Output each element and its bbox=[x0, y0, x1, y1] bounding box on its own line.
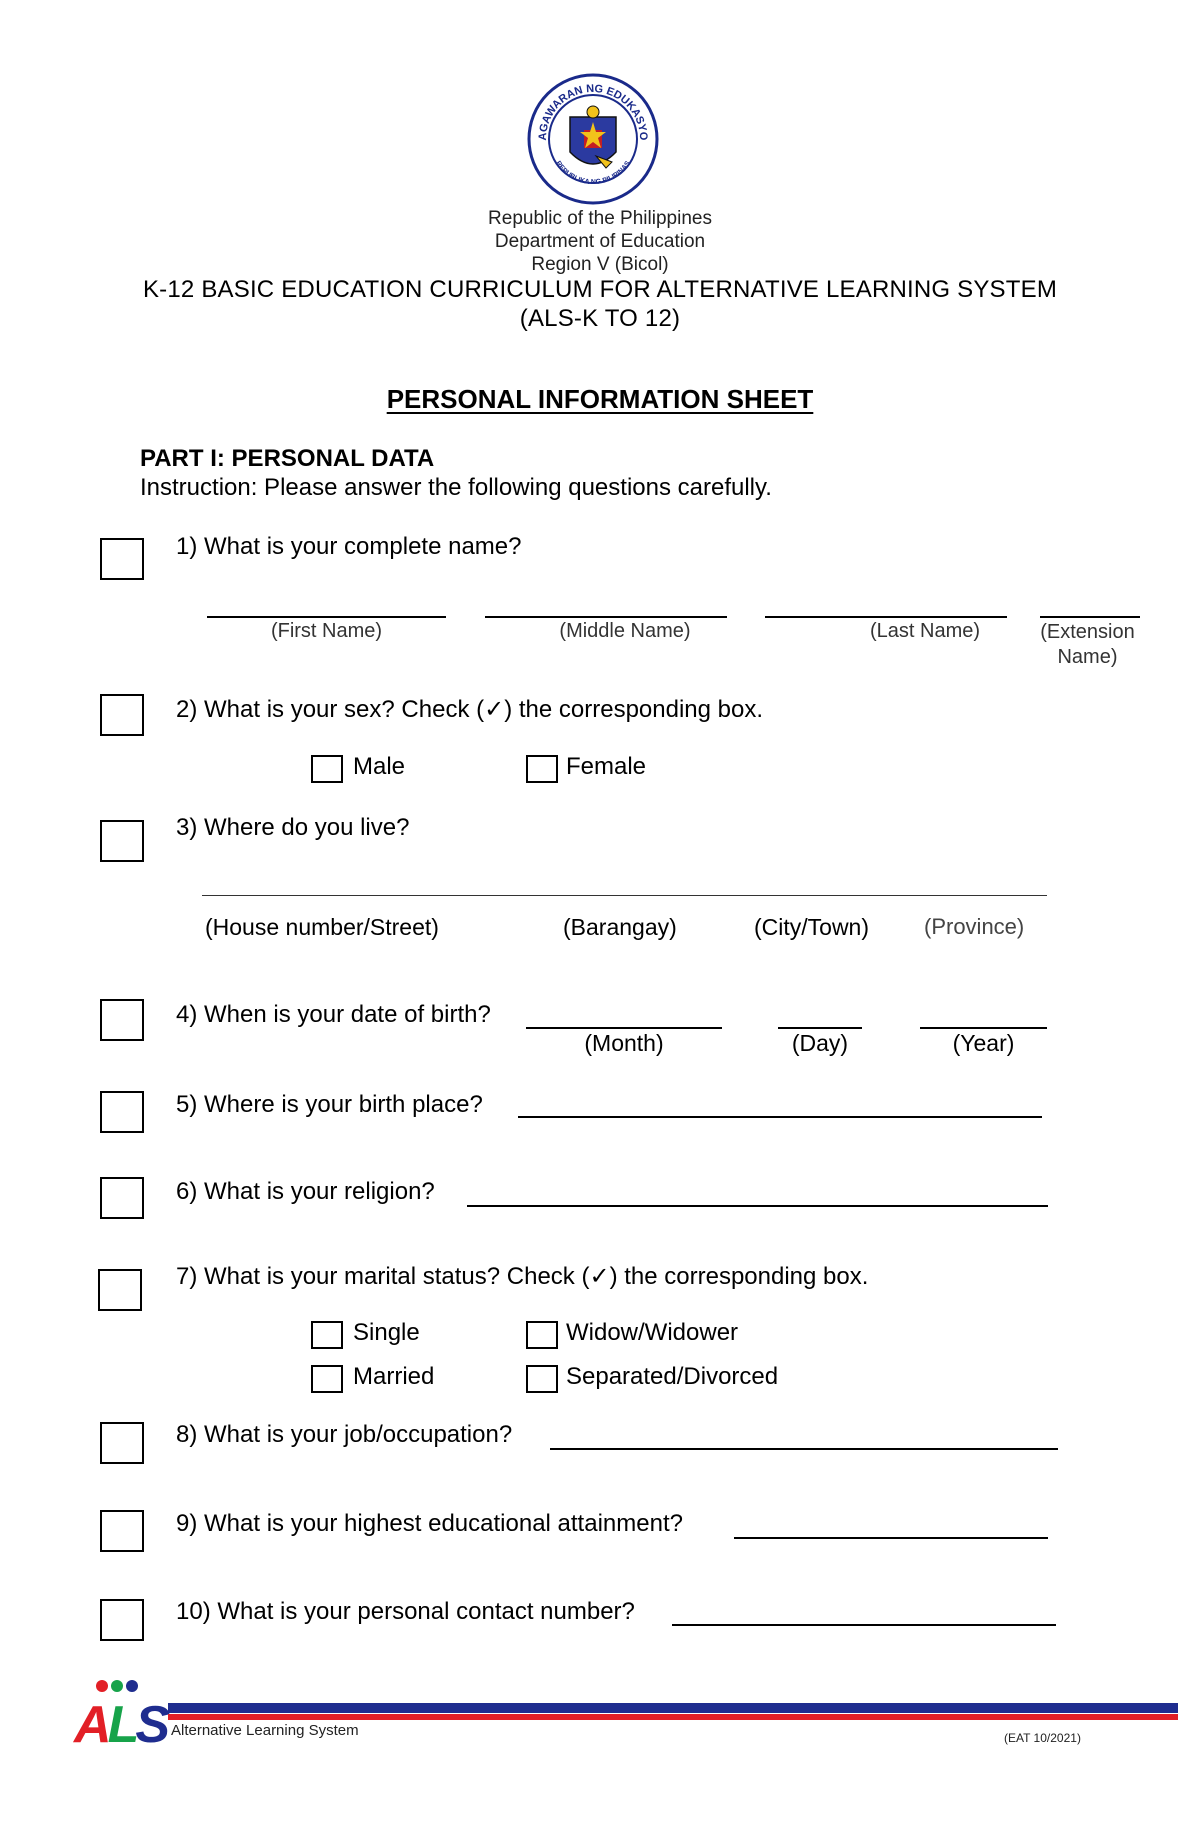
q3-text: 3) Where do you live? bbox=[176, 814, 410, 841]
q3-checkbox[interactable] bbox=[100, 820, 144, 862]
q6-checkbox[interactable] bbox=[100, 1177, 144, 1219]
q7-text: 7) What is your marital status? Check (✓) the corresponding box. bbox=[176, 1263, 869, 1290]
deped-seal bbox=[526, 72, 660, 206]
part-heading: PART I: PERSONAL DATA bbox=[140, 445, 435, 472]
seal-text-top: AGAWARAN NG EDUKASYO bbox=[536, 82, 650, 141]
q10-checkbox[interactable] bbox=[100, 1599, 144, 1641]
q10-text: 10) What is your personal contact number? bbox=[176, 1598, 635, 1625]
header-country: Republic of the Philippines bbox=[488, 208, 712, 229]
separated-divorced-checkbox[interactable] bbox=[526, 1365, 558, 1393]
day-label: (Day) bbox=[791, 1030, 849, 1056]
extension-name-label: (Extension Name) bbox=[1040, 621, 1135, 668]
als-logo-letter-s: S bbox=[135, 1696, 167, 1754]
middle-name-field[interactable] bbox=[485, 616, 727, 618]
q6-text: 6) What is your religion? bbox=[176, 1178, 435, 1205]
q1-text: 1) What is your complete name? bbox=[176, 533, 522, 560]
svg-text:ALS bbox=[72, 1696, 170, 1754]
last-name-label: (Last Name) bbox=[869, 620, 981, 642]
q9-text: 9) What is your highest educational attainment? bbox=[176, 1510, 683, 1537]
q8-checkbox[interactable] bbox=[100, 1422, 144, 1464]
education-field[interactable] bbox=[734, 1537, 1048, 1539]
q5-text: 5) Where is your birth place? bbox=[176, 1091, 483, 1118]
als-logo-letter-l: L bbox=[107, 1696, 136, 1754]
q1-checkbox[interactable] bbox=[100, 538, 144, 580]
header-department: Department of Education bbox=[494, 231, 706, 252]
header-region: Region V (Bicol) bbox=[531, 254, 669, 275]
first-name-field[interactable] bbox=[207, 616, 446, 618]
seal-text-bottom: REPUBLIKA NG PILIPINAS bbox=[554, 160, 632, 187]
footer-red-bar bbox=[168, 1714, 1178, 1720]
separated-divorced-label: Separated/Divorced bbox=[566, 1363, 779, 1390]
q7-checkbox[interactable] bbox=[98, 1269, 142, 1311]
als-logo bbox=[74, 1678, 167, 1754]
q5-checkbox[interactable] bbox=[100, 1091, 144, 1133]
widow-widower-checkbox[interactable] bbox=[526, 1321, 558, 1349]
last-name-field[interactable] bbox=[765, 616, 1007, 618]
footer-code: (EAT 10/2021) bbox=[1004, 1731, 1081, 1745]
q4-checkbox[interactable] bbox=[100, 999, 144, 1041]
province-label: (Province) bbox=[924, 914, 1025, 939]
male-label: Male bbox=[353, 753, 406, 780]
religion-field[interactable] bbox=[467, 1205, 1048, 1207]
city-town-label: (City/Town) bbox=[754, 914, 870, 940]
page-title: PERSONAL INFORMATION SHEET bbox=[386, 384, 814, 414]
q4-text: 4) When is your date of birth? bbox=[176, 1001, 491, 1028]
birth-month-field[interactable] bbox=[526, 1027, 722, 1029]
single-checkbox[interactable] bbox=[311, 1321, 343, 1349]
q8-text: 8) What is your job/occupation? bbox=[176, 1421, 513, 1448]
occupation-field[interactable] bbox=[550, 1448, 1058, 1450]
q9-checkbox[interactable] bbox=[100, 1510, 144, 1552]
header-curriculum: K-12 BASIC EDUCATION CURRICULUM FOR ALTERNATIVE LEARNING SYSTEM bbox=[142, 276, 1058, 303]
part-instruction: Instruction: Please answer the following questions carefully. bbox=[140, 474, 772, 501]
married-label: Married bbox=[353, 1363, 435, 1390]
als-logo-letter-a: A bbox=[74, 1696, 108, 1754]
widow-widower-label: Widow/Widower bbox=[566, 1319, 739, 1346]
header-curriculum-sub: (ALS-K TO 12) bbox=[519, 305, 681, 332]
extension-name-field[interactable] bbox=[1040, 616, 1140, 618]
address-field[interactable] bbox=[202, 895, 1047, 896]
footer-blue-bar bbox=[168, 1703, 1178, 1713]
male-checkbox[interactable] bbox=[311, 755, 343, 783]
middle-name-label: (Middle Name) bbox=[559, 620, 691, 642]
married-checkbox[interactable] bbox=[311, 1365, 343, 1393]
birth-day-field[interactable] bbox=[778, 1027, 862, 1029]
barangay-label: (Barangay) bbox=[563, 914, 677, 940]
q2-checkbox[interactable] bbox=[100, 694, 144, 736]
female-label: Female bbox=[566, 753, 647, 780]
first-name-label: (First Name) bbox=[270, 620, 383, 642]
contact-number-field[interactable] bbox=[672, 1624, 1056, 1626]
month-label: (Month) bbox=[584, 1030, 664, 1056]
female-checkbox[interactable] bbox=[526, 755, 558, 783]
single-label: Single bbox=[353, 1319, 420, 1346]
footer-label: Alternative Learning System bbox=[171, 1722, 359, 1739]
house-street-label: (House number/Street) bbox=[205, 914, 439, 940]
birth-place-field[interactable] bbox=[518, 1116, 1042, 1118]
q2-text: 2) What is your sex? Check (✓) the corresponding box. bbox=[176, 696, 764, 723]
year-label: (Year) bbox=[952, 1030, 1015, 1056]
birth-year-field[interactable] bbox=[920, 1027, 1047, 1029]
